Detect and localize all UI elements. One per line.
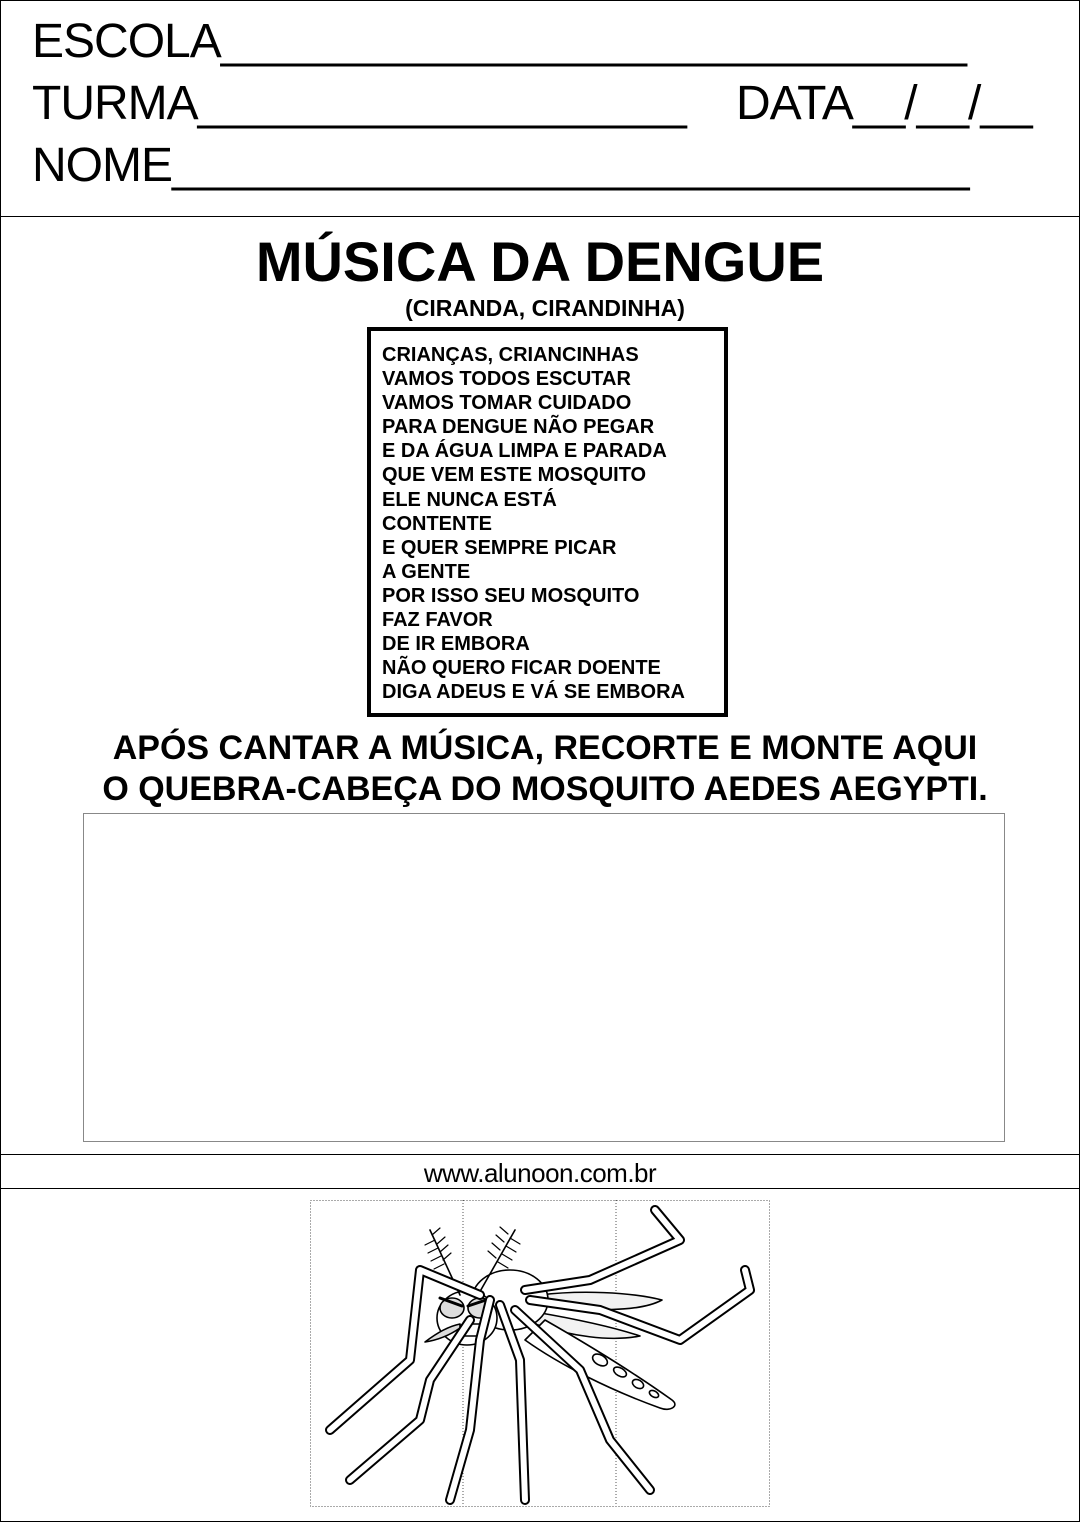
page-subtitle: (CIRANDA, CIRANDINHA) [405,295,685,321]
lyrics-line: PARA DENGUE NÃO PEGAR [382,416,655,439]
page-title: MÚSICA DA DENGUE [255,230,825,293]
lyrics-line: VAMOS TODOS ESCUTAR [382,368,631,391]
instruction-line-2: O QUEBRA-CABEÇA DO MOSQUITO AEDES AEGYPTI. [102,770,988,808]
instruction-line-1: APÓS CANTAR A MÚSICA, RECORTE E MONTE AQUI [112,729,978,767]
lyrics-line: CONTENTE [382,512,492,535]
header-divider [0,216,1080,217]
lyrics-line: DIGA ADEUS E VÁ SE EMBORA [382,681,685,704]
lyrics-line: CRIANÇAS, CRIANCINHAS [382,344,639,366]
lyrics-line: QUE VEM ESTE MOSQUITO [382,464,647,487]
footer-divider-top [0,1154,1080,1155]
turma-field: TURMA___________________ [32,77,686,130]
escola-field: ESCOLA_____________________________ [32,15,966,68]
lyrics-line: E DA ÁGUA LIMPA E PARADA [382,440,667,463]
lyrics-line: POR ISSO SEU MOSQUITO [382,584,640,607]
footer-divider-bottom [0,1188,1080,1189]
lyrics-line: DE IR EMBORA [382,633,530,656]
lyrics-line: FAZ FAVOR [382,609,493,632]
lyrics-line: NÃO QUERO FICAR DOENTE [382,657,661,680]
lyrics-line: ELE NUNCA ESTÁ [382,488,557,511]
lyrics-line: E QUER SEMPRE PICAR [382,536,617,559]
footer-url: www.alunoon.com.br [423,1158,657,1188]
puzzle-pieces [310,1200,770,1507]
nome-field: NOME_______________________________ [32,139,969,192]
data-field: DATA__/__/__ [736,77,1032,130]
mosquito-illustration [310,1200,770,1507]
lyrics-line: VAMOS TOMAR CUIDADO [382,392,632,415]
lyrics-box [367,327,728,717]
lyrics-line: A GENTE [382,560,471,583]
puzzle-assembly-area [83,813,1005,1142]
